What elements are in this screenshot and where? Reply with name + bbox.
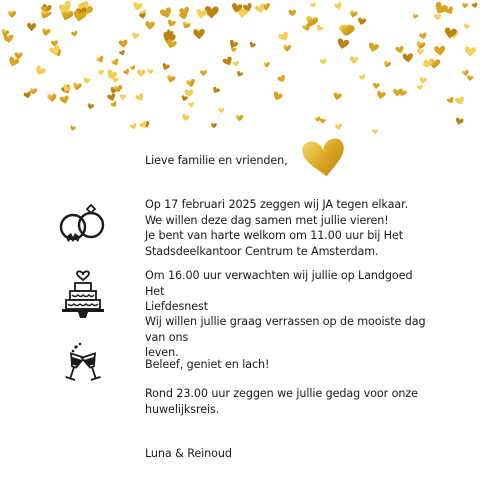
gold-heart-icon — [333, 92, 343, 101]
gold-heart-icon — [185, 90, 194, 98]
gold-heart-icon — [416, 49, 424, 56]
gold-heart-icon — [444, 27, 458, 39]
gold-heart-icon — [373, 83, 380, 89]
gold-heart-icon — [181, 113, 190, 122]
gold-heart-icon — [123, 68, 131, 76]
gold-heart-icon — [118, 39, 128, 48]
gold-heart-icon — [147, 69, 153, 75]
gold-heart-icon — [464, 46, 476, 57]
gold-heart-icon — [461, 2, 468, 8]
gold-heart-icon — [310, 2, 317, 8]
gold-heart-icon — [107, 93, 117, 102]
champagne-toast-icon — [60, 341, 106, 387]
gold-heart-icon — [278, 31, 291, 43]
gold-heart-icon — [446, 96, 455, 104]
wedding-cake-icon — [60, 266, 106, 322]
gold-heart-icon — [376, 91, 386, 100]
gold-heart-icon — [137, 70, 145, 77]
gold-heart-icon — [349, 10, 358, 19]
wedding-rings-icon — [54, 203, 110, 247]
gold-heart-icon — [416, 41, 426, 50]
gold-heart-icon — [319, 118, 326, 124]
gold-heart-icon — [132, 2, 143, 12]
gold-heart-icon — [283, 45, 291, 52]
gold-heart-icon — [393, 89, 402, 97]
gold-heart-icon — [455, 96, 466, 106]
gold-heart-icon — [359, 74, 366, 81]
gold-heart-icon — [188, 102, 195, 108]
gold-heart-icon — [320, 58, 328, 65]
gold-heart-icon — [82, 77, 90, 85]
gold-heart-icon — [193, 29, 205, 39]
gold-heart-icon — [47, 94, 57, 103]
gold-heart-icon — [145, 21, 155, 30]
gold-hearts-confetti — [0, 0, 480, 150]
gold-heart-icon — [395, 45, 405, 54]
gold-heart-icon — [212, 86, 221, 94]
gold-heart-icon — [463, 23, 470, 30]
gold-heart-icon — [455, 117, 464, 126]
gold-heart-icon — [417, 85, 423, 91]
gold-heart-icon — [27, 23, 37, 31]
gold-heart-icon — [419, 77, 428, 85]
gold-heart-icon — [186, 78, 196, 88]
gold-heart-icon — [349, 56, 358, 64]
signature: Luna & Reinoud — [145, 447, 232, 460]
gold-heart-icon — [131, 32, 139, 40]
gold-heart-icon — [87, 103, 94, 110]
gold-heart-icon — [71, 31, 78, 37]
gold-heart-icon — [111, 58, 120, 67]
gold-heart-icon — [336, 38, 349, 50]
gold-heart-icon — [219, 108, 225, 113]
gold-heart-icon — [231, 47, 237, 52]
gold-heart-icon — [367, 42, 379, 53]
gold-heart-icon — [110, 101, 118, 108]
gold-heart-icon — [96, 55, 106, 64]
gold-heart-icon — [3, 34, 13, 43]
gold-heart-icon — [166, 74, 176, 83]
greeting-text: Lieve familie en vrienden, — [145, 154, 288, 167]
gold-heart-icon — [69, 125, 76, 132]
gold-heart-icon — [23, 91, 32, 99]
gold-heart-icon — [130, 65, 136, 71]
gold-heart-icon — [248, 41, 256, 49]
gold-heart-icon — [263, 62, 270, 68]
gold-heart-icon — [181, 95, 188, 102]
gold-heart-icon — [419, 32, 428, 40]
paragraph-ceremony: Op 17 februari 2025 zeggen wij JA tegen elkaar. We willen deze dag samen met jullie vieren! Je bent van harte welkom om 11.00 uur bij Het Stadsdeelkantoor Centrum te Amsterdam. — [145, 198, 409, 258]
gold-heart-icon — [236, 70, 244, 77]
gold-heart-icon — [372, 129, 378, 134]
gold-heart-icon — [222, 56, 234, 67]
gold-heart-icon — [236, 115, 244, 122]
gold-heart-icon — [200, 70, 207, 76]
gold-heart-icon — [130, 123, 138, 130]
gold-heart-icon — [8, 11, 16, 18]
gold-heart-icon — [135, 93, 145, 103]
gold-heart-icon — [434, 14, 441, 20]
gold-heart-icon — [181, 21, 191, 30]
gold-heart-icon — [277, 74, 287, 83]
gold-heart-icon — [14, 52, 23, 60]
gold-heart-icon — [119, 94, 126, 100]
gold-heart-icon — [159, 7, 173, 20]
gold-heart-icon — [434, 46, 446, 56]
gold-heart-icon — [41, 28, 51, 37]
gold-heart-icon — [112, 77, 118, 83]
gold-heart-icon — [167, 19, 176, 28]
gold-heart-icon — [211, 123, 217, 129]
gold-heart-icon — [59, 95, 69, 105]
gold-heart-icon — [232, 61, 239, 68]
gold-heart-icon — [119, 50, 126, 57]
gold-heart-icon — [72, 82, 82, 91]
gold-heart-icon — [383, 60, 392, 68]
gold-heart-icon — [271, 91, 283, 102]
paragraph-reception: Om 16.00 uur verwachten wij jullie op Landgoed Het Liefdesnest — [145, 269, 413, 313]
gold-heart-icon — [432, 1, 448, 17]
gold-heart-icon — [472, 2, 479, 8]
gold-heart-icon — [161, 63, 170, 72]
gold-heart-icon — [467, 75, 474, 81]
gold-heart-icon — [315, 24, 324, 32]
gold-heart-icon — [412, 13, 419, 19]
paragraph-surprise: Wij willen jullie graag verrassen op de mooiste dag van ons leven. — [145, 315, 426, 359]
gold-heart-icon — [334, 2, 344, 11]
gold-heart-icon — [98, 69, 105, 75]
gold-heart-icon — [288, 10, 296, 17]
gold-heart-icon — [357, 17, 366, 26]
paragraph-celebrate: Beleef, geniet en lach! — [145, 358, 270, 371]
gold-heart-icon — [196, 9, 208, 20]
paragraph-farewell: Rond 23.00 uur zeggen we jullie gedag voor onze huwelijksreis. — [145, 387, 418, 416]
gold-heart-icon — [34, 65, 47, 77]
gold-heart-icon — [402, 53, 413, 63]
